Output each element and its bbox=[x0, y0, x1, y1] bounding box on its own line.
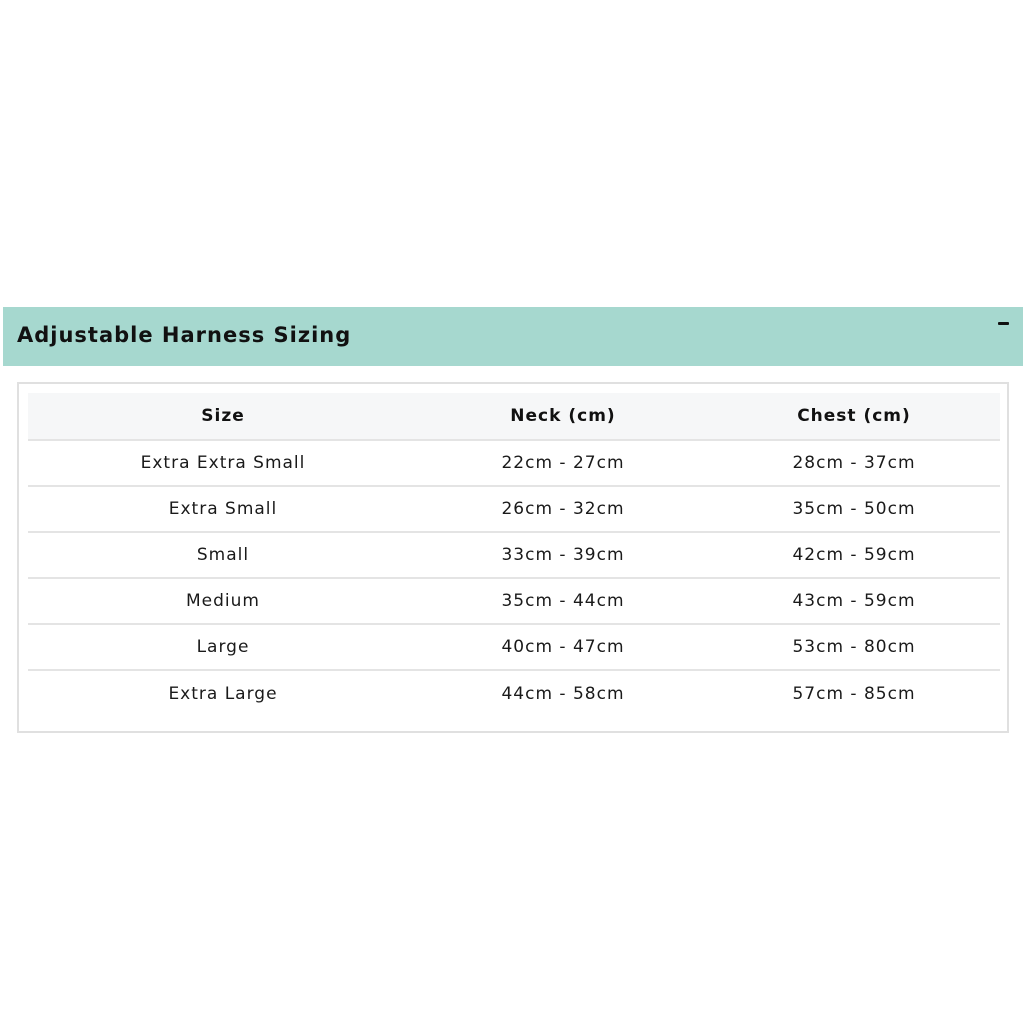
cell-size: Extra Large bbox=[168, 683, 278, 704]
accordion-panel bbox=[17, 382, 1009, 733]
accordion-title: Adjustable Harness Sizing bbox=[17, 323, 352, 347]
table-row bbox=[28, 624, 1000, 670]
table-header-row bbox=[28, 393, 1000, 440]
cell-chest: 35cm - 50cm bbox=[792, 499, 916, 519]
size-chart-table bbox=[28, 393, 1000, 716]
cell-size: Extra Small bbox=[168, 499, 278, 519]
cell-chest: 42cm - 59cm bbox=[792, 545, 916, 565]
cell-size: Large bbox=[196, 637, 250, 657]
cell-neck: 35cm - 44cm bbox=[501, 591, 625, 611]
accordion-header[interactable] bbox=[3, 307, 1023, 366]
table-row bbox=[28, 486, 1000, 532]
cell-chest: 53cm - 80cm bbox=[792, 637, 916, 657]
cell-size: Small bbox=[196, 545, 250, 565]
cell-chest: 43cm - 59cm bbox=[792, 591, 916, 611]
minus-icon[interactable] bbox=[997, 317, 1009, 329]
cell-chest: 28cm - 37cm bbox=[792, 453, 916, 473]
table-row bbox=[28, 440, 1000, 486]
table-row bbox=[28, 578, 1000, 624]
cell-chest: 57cm - 85cm bbox=[792, 683, 916, 704]
table-row bbox=[28, 532, 1000, 578]
header-size: Size bbox=[201, 406, 245, 426]
header-neck: Neck (cm) bbox=[510, 406, 616, 426]
cell-size: Extra Extra Small bbox=[140, 453, 306, 473]
cell-neck: 33cm - 39cm bbox=[501, 545, 625, 565]
cell-neck: 26cm - 32cm bbox=[501, 499, 625, 519]
cell-size: Medium bbox=[186, 591, 260, 611]
collapse-toggle-bar bbox=[998, 322, 1009, 325]
cell-neck: 44cm - 58cm bbox=[501, 683, 625, 704]
cell-neck: 22cm - 27cm bbox=[501, 453, 625, 473]
table-row bbox=[28, 670, 1000, 716]
cell-neck: 40cm - 47cm bbox=[501, 637, 625, 657]
header-chest: Chest (cm) bbox=[797, 406, 911, 426]
